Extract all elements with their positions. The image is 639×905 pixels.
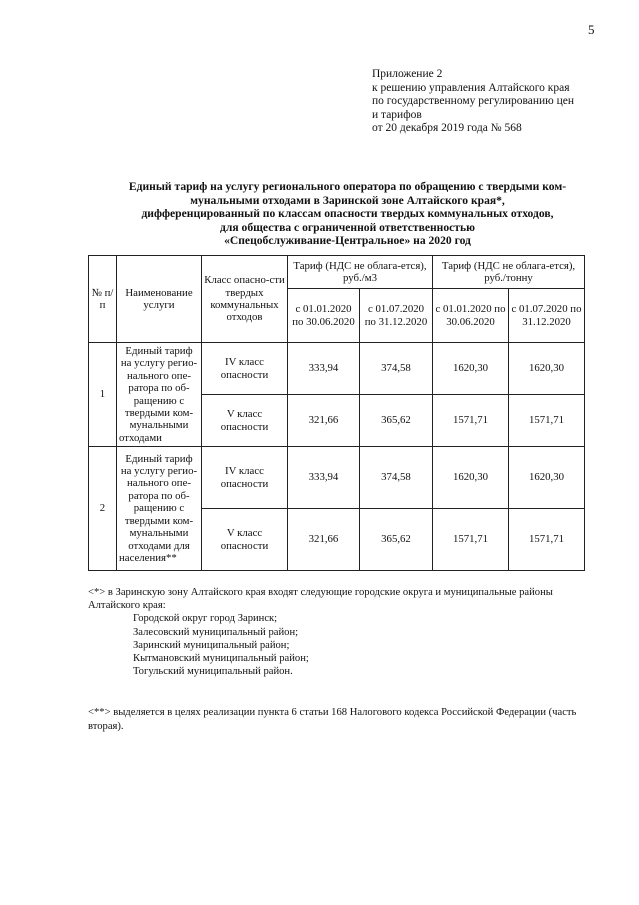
header-num: № п/п [89, 256, 117, 343]
appendix-line: к решению управления Алтайского края [372, 81, 570, 94]
tariff-cell: 1620,30 [509, 447, 585, 509]
table-row [89, 343, 585, 395]
header-period: с 01.07.2020 по 31.12.2020 [360, 289, 433, 343]
hazard-class: V класс опасности [202, 509, 288, 571]
appendix-header [372, 68, 622, 136]
tariff-cell: 1620,30 [509, 343, 585, 395]
footnote-1-cont: Алтайского края: [88, 600, 166, 612]
title-line: мунальными отходами в Заринской зоне Алтайского края*, [190, 193, 505, 207]
header-period: с 01.01.2020 по 30.06.2020 [433, 289, 509, 343]
footnotes [88, 586, 588, 733]
tariff-cell: 374,58 [360, 343, 433, 395]
list-item: Заринский муниципальный район; [133, 639, 290, 651]
footnote-2: <**> выделяется в целях реализации пункта 6 статьи 168 Налогового кодекса Российской Федерации (часть [88, 707, 577, 719]
tariff-cell: 365,62 [360, 395, 433, 447]
title-line: дифференцированный по классам опасности твердых коммунальных отходов, [141, 207, 554, 221]
list-item: Кытмановский муниципальный район; [133, 653, 309, 665]
tariff-cell: 365,62 [360, 509, 433, 571]
list-item: Залесовский муниципальный район; [133, 626, 299, 638]
title-line: Единый тариф на услугу регионального оператора по обращению с твердыми ком- [128, 180, 567, 193]
list-item: Тогульский муниципальный район. [133, 666, 293, 678]
header-period: с 01.07.2020 по 31.12.2020 [509, 289, 585, 343]
header-service: Наименование услуги [117, 256, 202, 343]
row-number: 1 [89, 343, 117, 447]
table-row [89, 447, 585, 509]
appendix-line: Приложение 2 [372, 68, 443, 80]
district-list [88, 612, 588, 678]
title-line: «Спецобслуживание-Центральное» на 2020 год [224, 234, 471, 248]
title-line: для общества с ограниченной ответственностью [220, 220, 475, 234]
service-name: Единый тариф на услугу регио-нального опе-ратора по об-ращению с твердыми ком-мунальными отходами для населения** [117, 447, 202, 571]
tariff-cell: 1620,30 [433, 447, 509, 509]
tariff-cell: 1571,71 [509, 395, 585, 447]
tariff-cell: 1620,30 [433, 343, 509, 395]
tariff-cell: 1571,71 [433, 395, 509, 447]
page-number: 5 [588, 22, 595, 37]
row-number: 2 [89, 447, 117, 571]
tariff-cell: 1571,71 [509, 509, 585, 571]
header-tariff-ton: Тариф (НДС не облага-ется), руб./тонну [433, 256, 585, 289]
tariff-cell: 374,58 [360, 447, 433, 509]
header-tariff-m3: Тариф (НДС не облага-ется), руб./м3 [288, 256, 433, 289]
appendix-line: по государственному регулированию цен [372, 95, 575, 107]
hazard-class: V класс опасности [202, 395, 288, 447]
tariff-cell: 1571,71 [433, 509, 509, 571]
footnote-1: <*> в Заринскую зону Алтайского края входят следующие городские округа и муниципальные районы [88, 587, 553, 598]
footnote-2-cont: вторая). [88, 720, 124, 732]
tariff-cell: 333,94 [288, 343, 360, 395]
tariff-cell: 321,66 [288, 509, 360, 571]
list-item: Городской округ город Заринск; [133, 613, 278, 625]
header-period: с 01.01.2020 по 30.06.2020 [288, 289, 360, 343]
tariff-cell: 321,66 [288, 395, 360, 447]
header-class: Класс опасно-сти твердых коммунальных отходов [202, 256, 288, 343]
service-name: Единый тариф на услугу регио-нального опе-ратора по об-ращению с твердыми ком-мунальными отходами [117, 343, 202, 447]
document-title [95, 180, 600, 248]
hazard-class: IV класс опасности [202, 447, 288, 509]
appendix-line: от 20 декабря 2019 года № 568 [372, 122, 522, 134]
tariff-cell: 333,94 [288, 447, 360, 509]
header-row [89, 256, 585, 289]
tariff-table [88, 255, 585, 571]
hazard-class: IV класс опасности [202, 343, 288, 395]
appendix-line: и тарифов [372, 108, 422, 121]
